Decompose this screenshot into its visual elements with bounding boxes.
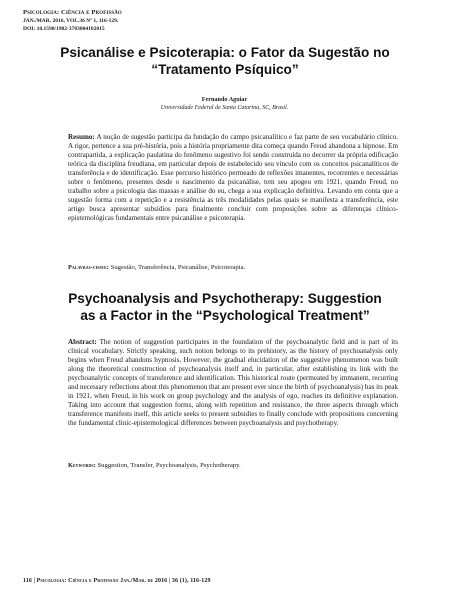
keywords-en-text: Suggestion, Transfer, Psychoanalysis, Psychotherapy. <box>97 462 241 469</box>
author-affiliation: Universidade Federal de Santa Catarina, SC, Brasil. <box>160 105 289 111</box>
journal-issue: JAN./MAR. 2016, VOL.36 Nº 1, 116-129. <box>23 18 119 24</box>
keywords-pt-text: Sugestão, Transferência, Psicanálise, Psicoterapia. <box>110 264 246 271</box>
keywords-portuguese <box>68 264 398 272</box>
page-footer: 116 | Psicologia: Ciência e Profissão Jan./Mar. de 2016 | 36 (1), 116-129 <box>23 578 211 584</box>
abstract-pt-label: Resumo: <box>68 133 95 141</box>
abstract-english <box>68 338 398 428</box>
keywords-pt-label: Palavras-chave: <box>68 264 109 271</box>
author-name: Fernando Aguiar <box>201 96 248 103</box>
article-title-portuguese: Psicanálise e Psicoterapia: o Fator da Sugestão no “Tratamento Psíquico” <box>60 45 390 77</box>
abstract-pt-text: A noção de sugestão participa da fundação do campo psicanalítico e faz parte de seu vocabulário clínico. A rigor, pertence a sua pré-história, pois a história propriamente dita começa quando Freud abandona a hipnose. Em contrapartida, a explicação paulatina do fenômeno sugestivo foi sendo construída no decorrer da própria edificação teórica da disciplina freudiana, em particular depois de estabelecido seu vínculo com os conceitos psicanalíticos de transferência e de identificação. Esse percurso histórico permeado de reflexões imanentes, recorrentes e necessárias sobre o fenômeno, presentes desde o nascimento da psicanálise, tem seu apogeu em 1921, quando Freud, no trabalho sobre a psicologia das massas e análise do eu, chega a sua explicação definitiva. Levando em conta que a sugestão forma com a repetição e a resistência as três modalidades pelas quais se manifesta a transferência, este artigo busca apresentar subsídios para finalmente concluir com proposições sobre as diferenças clínico-epistemológicas fundamentais entre psicanálise e psicoterapia. <box>68 133 398 222</box>
abstract-portuguese <box>68 133 398 223</box>
abstract-en-label: Abstract: <box>68 338 97 346</box>
keywords-english <box>68 462 398 470</box>
article-title-english: Psychoanalysis and Psychotherapy: Suggestion as a Factor in the “Psychological Treatment” <box>68 291 382 323</box>
journal-doi: DOI: 10.1590/1982-3703004102015 <box>23 26 105 32</box>
journal-header <box>23 9 122 33</box>
journal-name: Psicologia: Ciência e Profissão <box>23 9 122 16</box>
keywords-en-label: Keywords: <box>68 462 96 469</box>
abstract-en-text: The notion of suggestion participates in the foundation of the psychoanalytic field and is part of its clinical vocabulary. Strictly speaking, such notion belongs to its prehistory, as the history of psychoanalysis only begins when Freud abandons hypnosis. However, the gradual elucidation of the suggestive phenomenon was built along the theoretical construction of psychoanalysis itself and, in particular, after establishing its link with the psychoanalytic concepts of transference and identification. This historical route (permeated by immanent, recurring and necessary reflections about this phenomenon that are present ever since the birth of psychoanalysis) has its peak in 1921, when Freud, in his work on group psychology and the analysis of ego, reaches its definitive explanation. Taking into account that suggestion forms, along with repetition and resistance, the three aspects through which transference manifests itself, this article seeks to present subsidies to finally conclude with propositions concerning the fundamental clinic-epistemological differences between psychoanalysis and psychotherapy. <box>68 338 398 427</box>
